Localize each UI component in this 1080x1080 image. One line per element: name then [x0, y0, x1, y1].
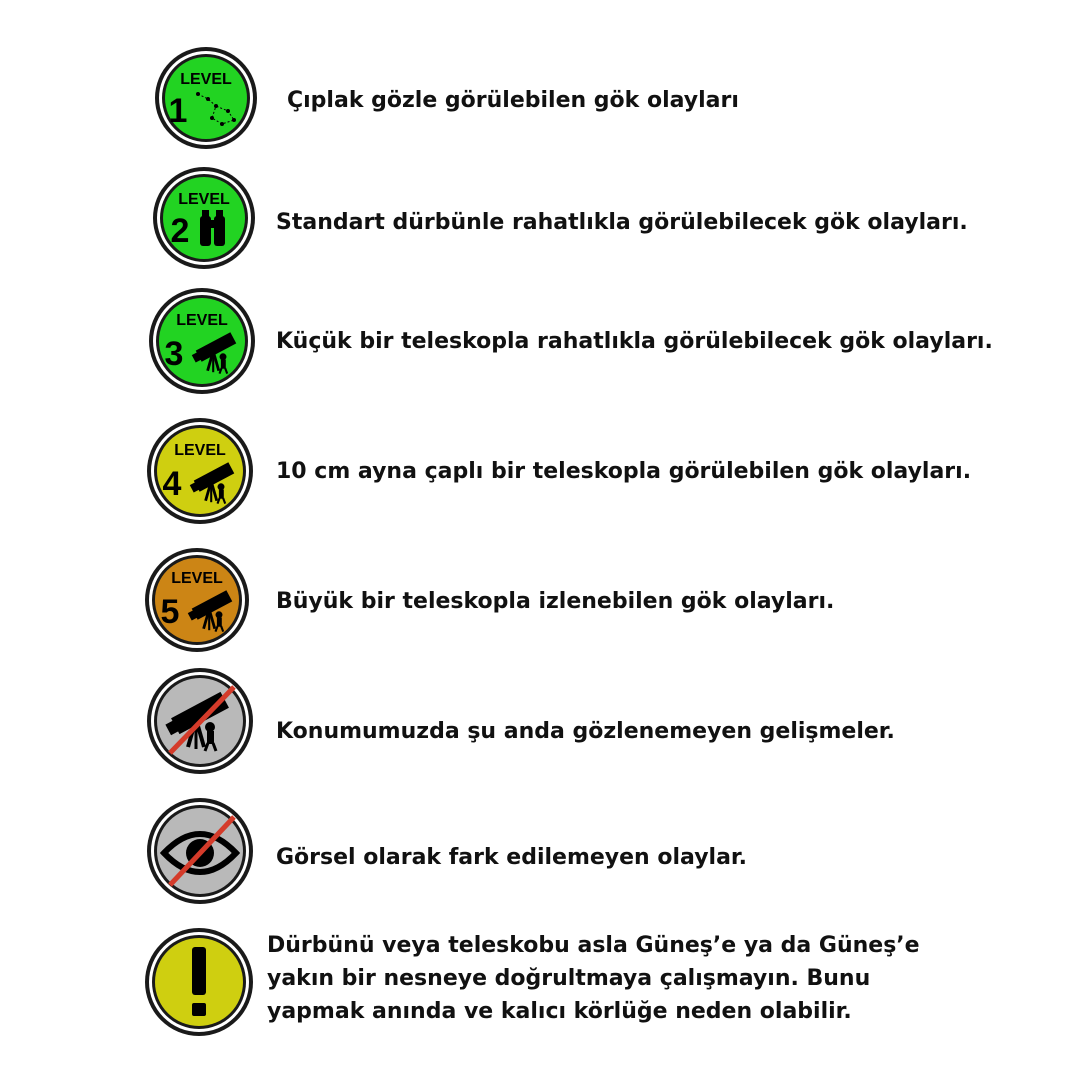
telescope-icon — [144, 415, 256, 527]
sun-warning-badge — [142, 925, 256, 1039]
svg-text:2: 2 — [170, 212, 190, 250]
level-3-description: Küçük bir teleskopla rahatlıkla görülebilecek gök olayları. — [276, 329, 993, 354]
sun-warning-description: Dürbünü veya teleskobu asla Güneş’e ya da Güneş’e yakın bir nesneye doğrultmaya çalışmayın. Bunu yapmak anında ve kalıcı körlüğe neden olabilir. — [267, 933, 920, 1024]
constellation-icon — [152, 44, 260, 152]
level-3-badge — [146, 285, 258, 397]
telescope-icon — [146, 285, 258, 397]
svg-text:LEVEL: LEVEL — [176, 312, 228, 329]
telescope-icon — [142, 545, 252, 655]
level-2-description: Standart dürbünle rahatlıkla görülebilecek gök olayları. — [276, 210, 968, 235]
level-5-description: Büyük bir teleskopla izlenebilen gök olayları. — [276, 589, 835, 614]
svg-text:3: 3 — [164, 335, 184, 373]
not-visible-description: Görsel olarak fark edilemeyen olaylar. — [276, 845, 748, 870]
level-5-badge — [142, 545, 252, 655]
svg-text:LEVEL: LEVEL — [180, 71, 232, 88]
svg-text:LEVEL: LEVEL — [171, 570, 223, 587]
warning-exclamation-icon — [142, 925, 256, 1039]
svg-text:1: 1 — [168, 92, 188, 130]
binoculars-icon — [150, 164, 258, 272]
no-eye-icon — [144, 795, 256, 907]
svg-text:LEVEL: LEVEL — [174, 442, 226, 459]
level-4-badge — [144, 415, 256, 527]
svg-text:5: 5 — [160, 593, 180, 631]
svg-text:4: 4 — [162, 465, 182, 503]
level-4-description: 10 cm ayna çaplı bir teleskopla görülebilen gök olayları. — [276, 459, 972, 484]
level-1-description: Çıplak gözle görülebilen gök olayları — [287, 88, 739, 113]
level-1-badge — [152, 44, 260, 152]
no-telescope-icon — [144, 665, 256, 777]
level-2-badge — [150, 164, 258, 272]
not-observable-description: Konumumuzda şu anda gözlenemeyen gelişmeler. — [276, 719, 895, 744]
not-visible-badge — [144, 795, 256, 907]
svg-text:LEVEL: LEVEL — [178, 191, 230, 208]
not-observable-badge — [144, 665, 256, 777]
